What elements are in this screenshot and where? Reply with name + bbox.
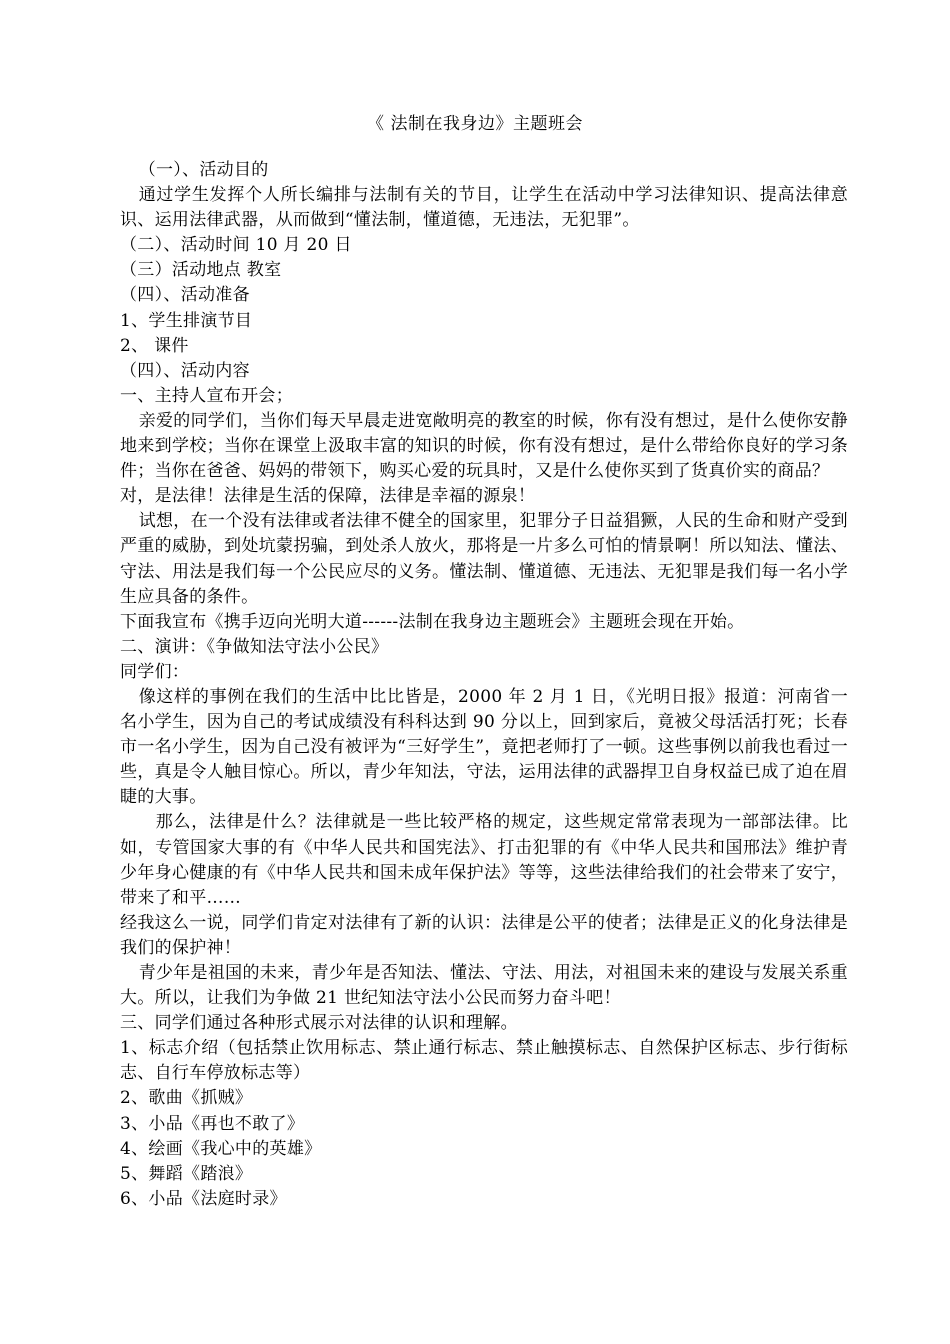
section-heading-preparation: （四）、活动准备 [120, 285, 250, 306]
paragraph: 像这样的事例在我们的生活中比比皆是，2000 年 2 月 1 日，《光明日报》报道：河南省一名小学生，因为自己的考试成绩没有科科达到 90 分以上，回到家后，竟被父母活活打死；长春市一名小学生，因为自己没有被评为“三好学生”，竟把老师打了一顿。这些事例以前我也看过一些，真是令人触目惊心。所以，青少年知法，守法，运用法律的武器捍卫自身权益已成了迫在眉睫的大事。 [120, 686, 848, 808]
paragraph: 对，是法律！法律是生活的保障，法律是幸福的源泉！ [120, 486, 536, 507]
list-item: 1、标志介绍（包括禁止饮用标志、禁止通行标志、禁止触摸标志、自然保护区标志、步行街标志、自行车停放标志等） [120, 1038, 848, 1084]
paragraph: 经我这么一说，同学们肯定对法律有了新的认识：法律是公平的使者；法律是正义的化身法律是我们的保护神！ [120, 912, 848, 958]
subsection-heading: 三、同学们通过各种形式展示对法律的认识和理解。 [120, 1013, 518, 1034]
subsection-heading: 二、演讲：《争做知法守法小公民》 [120, 636, 389, 657]
section-heading-content: （四）、活动内容 [120, 360, 250, 381]
section-heading-place: （三）活动地点 教室 [120, 260, 282, 281]
paragraph: 亲爱的同学们，当你们每天早晨走进宽敞明亮的教室的时候，你有没有想过，是什么使你安静地来到学校；当你在课堂上汲取丰富的知识的时候，你有没有想过，是什么带给你良好的学习条件；当你在爸爸、妈妈的带领下，购买心爱的玩具时，又是什么使你买到了货真价实的商品？ [120, 410, 848, 482]
document-title: 《 法制在我身边》主题班会 [367, 114, 583, 134]
list-item: 6、小品《法庭时录》 [120, 1188, 287, 1209]
section-heading-time: （二）、活动时间 10 月 20 日 [120, 235, 352, 256]
list-item: 4、绘画《我心中的英雄》 [120, 1138, 322, 1159]
paragraph: 下面我宣布《携手迈向光明大道------法制在我身边主题班会》主题班会现在开始。 [120, 611, 745, 632]
list-item: 3、小品《再也不敢了》 [120, 1113, 305, 1134]
paragraph: 青少年是祖国的未来，青少年是否知法、懂法、守法、用法，对祖国未来的建设与发展关系重大。所以，让我们为争做 21 世纪知法守法小公民而努力奋斗吧！ [120, 963, 848, 1009]
paragraph: 那么，法律是什么？法律就是一些比较严格的规定，这些规定常常表现为一部部法律。比如，专管国家大事的有《中华人民共和国宪法》、打击犯罪的有《中华人民共和国邢法》维护青少年身心健康的有《中华人民共和国未成年保护法》等等，这些法律给我们的社会带来了安宁，带来了和平…… [120, 812, 848, 908]
list-item: 2、歌曲《抓贼》 [120, 1088, 253, 1109]
list-item: 1、学生排演节目 [120, 310, 253, 331]
paragraph-purpose: 通过学生发挥个人所长编排与法制有关的节目，让学生在活动中学习法律知识、提高法律意识、运用法律武器，从而做到“懂法制，懂道德，无违法，无犯罪”。 [120, 185, 848, 231]
subsection-heading: 一、主持人宣布开会； [120, 385, 293, 406]
paragraph: 同学们： [120, 661, 190, 682]
section-heading-purpose: （一）、活动目的 [138, 160, 269, 180]
paragraph: 试想，在一个没有法律或者法律不健全的国家里，犯罪分子日益猖獗，人民的生命和财产受到严重的威胁，到处坑蒙拐骗，到处杀人放火，那将是一片多么可怕的情景啊！所以知法、懂法、守法、用法是我们每一个公民应尽的义务。懂法制、懂道德、无违法、无犯罪是我们每一名小学生应具备的条件。 [120, 511, 848, 607]
document-body [120, 158, 848, 1212]
list-item: 2、 课件 [120, 335, 189, 356]
list-item: 5、舞蹈《踏浪》 [120, 1163, 253, 1184]
